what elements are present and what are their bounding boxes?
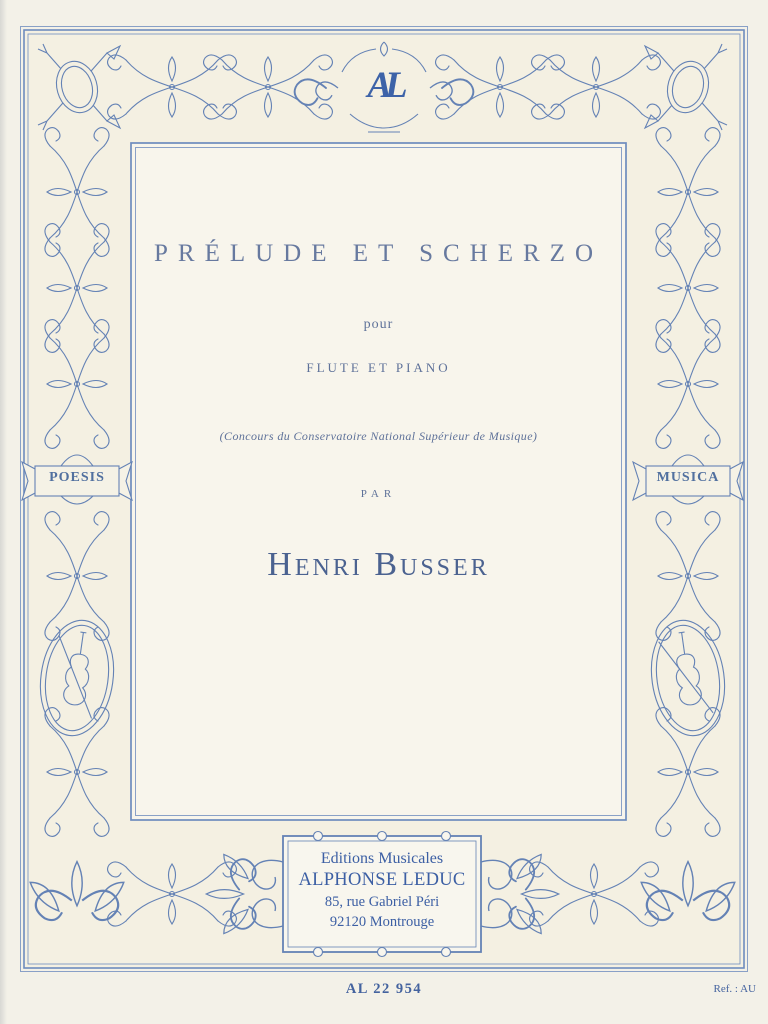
for-word: pour xyxy=(363,317,394,332)
composer-name: Henri Busser xyxy=(267,546,490,583)
by-word: PAR xyxy=(360,488,397,500)
publisher-city: 92120 Montrouge xyxy=(329,914,435,930)
publisher-line: Editions Musicales xyxy=(320,850,444,867)
publisher-monogram: AL xyxy=(367,65,401,106)
publisher-name: ALPHONSE LEDUC xyxy=(298,870,466,890)
instrumentation: FLUTE ET PIANO xyxy=(306,360,451,375)
publisher-street: 85, rue Gabriel Péri xyxy=(324,894,440,910)
poesis-banner-label: POESIS xyxy=(49,470,105,485)
concours-note: (Concours du Conservatoire National Supérieur de Musique) xyxy=(219,429,538,443)
reference-number: Ref. : AU xyxy=(713,983,756,995)
plate-number: AL 22 954 xyxy=(345,981,423,997)
musica-banner-label: MUSICA xyxy=(656,470,720,485)
page-title: PRÉLUDE ET SCHERZO xyxy=(154,240,603,267)
